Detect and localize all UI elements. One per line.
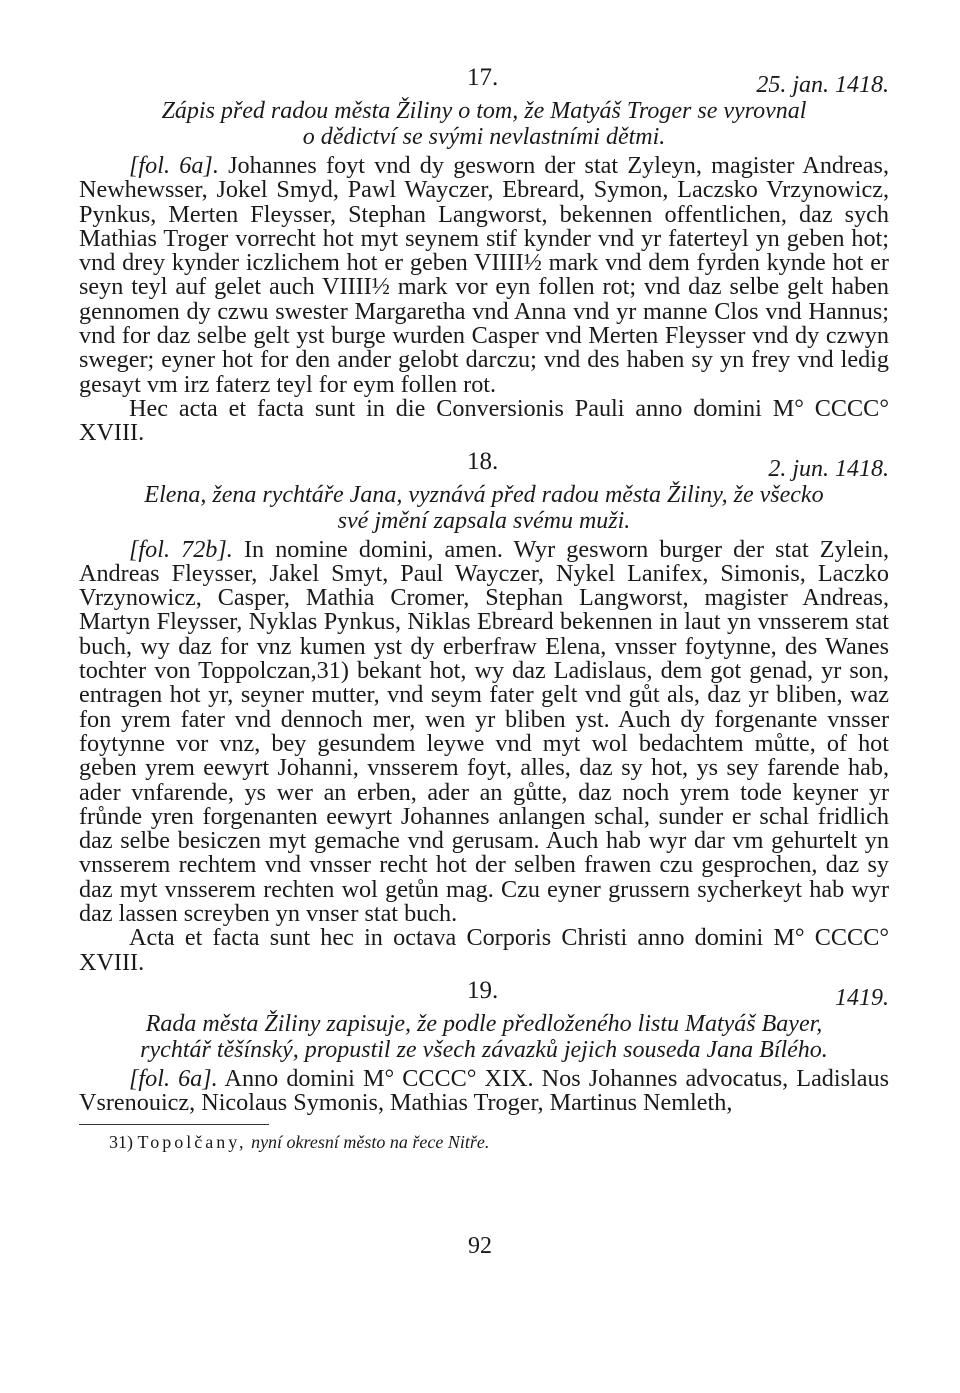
entry-text [79,154,889,397]
footnote-text: nyní okresní město na řece Nitře. [251,1131,490,1152]
summary-line-1: Zápis před radou města Žiliny o tom, že Matyáš Troger se vyrovnal [161,98,807,124]
entry-number: 19. [467,976,499,1004]
summary-line-1: Elena, žena rychtáře Jana, vyznává před radou města Žiliny, že všecko [144,481,824,508]
entry-text [79,535,889,928]
entry-number: 17. [467,64,499,91]
entry-date: 2. jun. 1418. [768,455,889,482]
folio-ref: [fol. 6a]. [129,1064,218,1092]
page-content [79,64,889,1153]
entry-body: Johannes foyt vnd dy gesworn der stat Zyleyn, magister Andreas, Newhewsser, Jokel Smyd, Pawl Wayczer, Ebreard, Symon, Laczsko Vrzynowicz, Pynkus, Merten Fleysser, Stephan Langworst, bekennen offentlichen, daz sych Mathias Troger vorrecht hot myt seynem stif kynder vnd yr faterteyl yn geben hot; vnd drey kynder iczlichem hot er geben VIIII½ mark vnd dem fyrden kynde hot er seyn teyl auf gelet auch VIIII½ mark vor eyn follen rot; vnd daz selbe gelt haben gennomen dy czwu swester Margaretha vnd Anna vnd yr manne Clos vnd Hannus; vnd for daz selbe gelt yst burge wurden Casper vnd Merten Fleysser vnd dy czwyn sweger; eyner hot for den ander gelobt darczu; vnd des haben sy yn frey vnd ledig gesayt vm irz faterz teyl for eym follen rot. [79,152,889,398]
entry-body: In nomine domini, amen. Wyr gesworn burger der stat Zylein, Andreas Fleysser, Jakel Smyt, Paul Wayczer, Nykel Lanifex, Simonis, Laczko Vrzynowicz, Casper, Mathia Cromer, Stephan Langworst, magister Andreas, Martyn Fleysser, Nyklas Pynkus, Niklas Ebreard bekennen in laut yn vnsserem stat buch, wy daz for vnz kumen yst dy erberfraw Elena, vnsser foytynne, des Wanes tochter von Toppolczan,31) bekant hot, wy daz Ladislaus, dem got genad, yr son, entragen hot yr, seyner mutter, vnd seym fater gelt vnd gůt als, daz yr bliben, waz fon yrem fater vnd dennoch mer, wen yr bliben yst. Auch dy forgenante vnsser foytynne vor vnz, bey gesundem leywe vnd myt wol bedachtem můtte, of hot geben yrem eewyrt Johanni, vnsserem foyt, alles, daz sy hot, ys sey farende hab, ader vnfarende, ys wer an erben, ader an gůtte, daz noch yrem tode keyner yr frůnde yren forgenanten eewyrt Johannes anlangen schal, sunder er schal fridlich daz selbe besiczen myt gemache vnd gerusam. Auch hab wyr dar vm gehurtelt yn vnsserem rechtem vnd vnsser recht hot der selben frawen czu gesprochen, daz sy daz myt vnsserem rechten wol getůn mag. Czu eyner grussern sycherkeyt hab wyr daz lassen screyben yn vnser stat buch. [79,535,889,928]
entry-summary [79,98,889,150]
entry-summary [79,1011,889,1063]
entry-date: 1419. [835,984,889,1011]
footnote-divider [79,1124,269,1125]
folio-ref: [fol. 72b]. [129,535,233,563]
entry-date: 25. jan. 1418. [756,72,889,98]
entry-header-17 [79,64,889,98]
summary-line-1: Rada města Žiliny zapisuje, že podle předloženého listu Matyáš Bayer, [145,1010,823,1037]
entry-closing: Acta et facta sunt hec in octava Corporis Christi anno domini M° CCCC° XVIII. [79,924,889,976]
summary-line-2: své jmění zapsala svému muži. [337,507,631,534]
entry-number: 18. [467,447,499,475]
footnote-name: Topolčany, [137,1131,247,1152]
entry-header-18 [79,448,889,482]
entry-text [79,1064,889,1117]
summary-line-2: o dědictví se svými nevlastními dětmi. [302,124,666,150]
folio-ref: [fol. 6a]. [129,152,219,179]
footnote-mark: 31) [109,1131,133,1152]
entry-body: Anno domini M° CCCC° XIX. Nos Johannes advocatus, Ladislaus Vsrenouicz, Nicolaus Symonis, Mathias Troger, Martinus Nemleth, [79,1064,889,1117]
footnote [79,1131,889,1153]
page-number: 92 [468,1233,492,1259]
summary-line-2: rychtář těšínský, propustil ze všech závazků jejich souseda Jana Bílého. [140,1036,828,1063]
entry-closing: Hec acta et facta sunt in die Conversionis Pauli anno domini M° CCCC° XVIII. [79,394,889,447]
entry-header-19 [79,977,889,1011]
entry-summary [79,482,889,534]
